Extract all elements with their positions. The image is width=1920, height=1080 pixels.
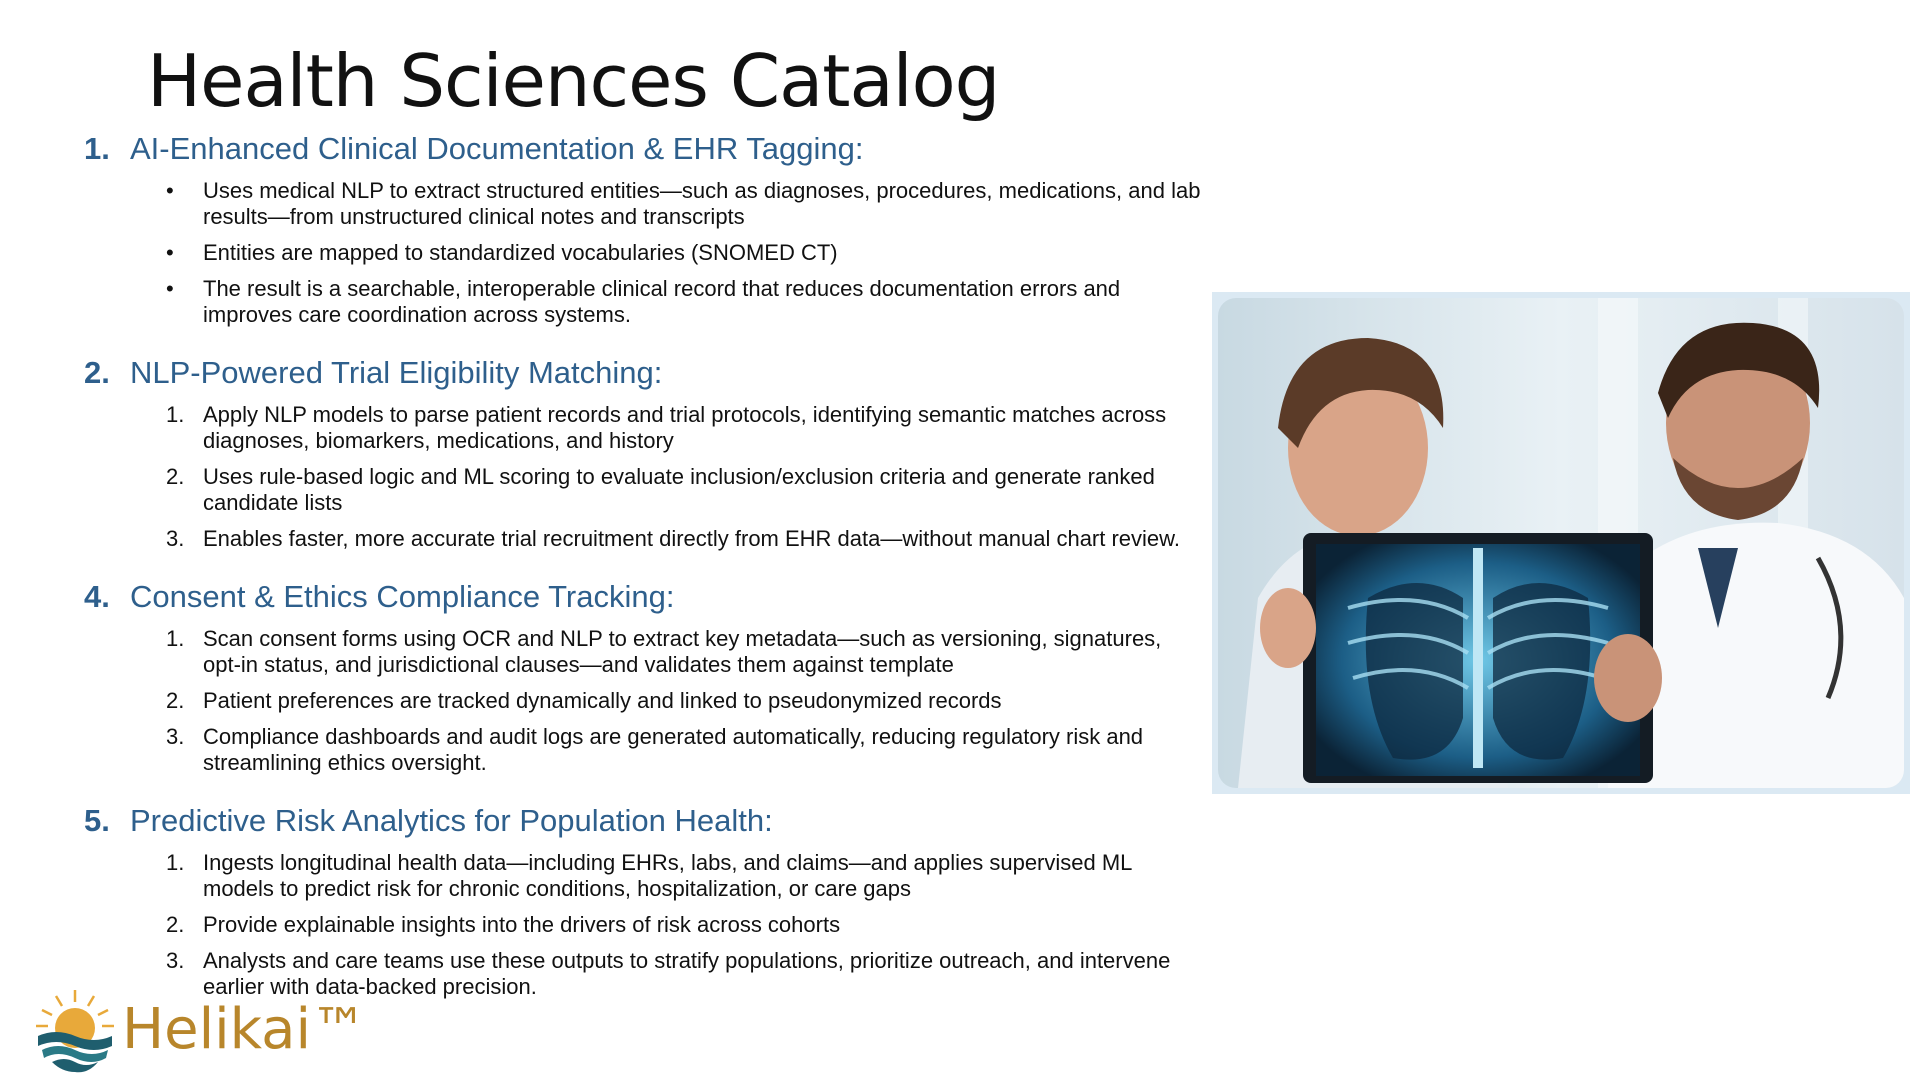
bullet-marker: • [166,240,174,265]
list-item-text: Provide explainable insights into the drivers of risk across cohorts [203,912,841,937]
number-marker: 3. [166,526,185,551]
catalog-content [84,130,1204,1026]
list-item [160,626,1204,678]
bullet-marker: • [166,276,174,301]
list-item [160,688,1204,714]
list-item [160,850,1204,902]
section-item-list [84,626,1204,776]
logo-text: Helikai™ [122,997,367,1062]
section-item-list [84,178,1204,328]
section-number: 1. [84,131,110,166]
list-item-text: Ingests longitudinal health data—including EHRs, labs, and claims—and applies supervised ML models to predict risk for chronic conditions, hospitalization, or care gaps [203,850,1132,901]
list-item [160,912,1204,938]
helikai-logo [34,986,367,1074]
xray-photo-frame [1212,292,1910,794]
list-item-text: Enables faster, more accurate trial recruitment directly from EHR data—without manual chart review. [203,526,1180,551]
list-item [160,526,1204,552]
list-item-text: Entities are mapped to standardized vocabularies (SNOMED CT) [203,240,838,265]
number-marker: 1. [166,850,185,875]
section-heading [84,802,1204,840]
list-item-text: The result is a searchable, interoperable clinical record that reduces documentation errors and improves care coordination across systems. [203,276,1121,327]
bullet-marker: • [166,178,174,203]
section-number: 2. [84,355,110,390]
section-heading [84,354,1204,392]
list-item-text: Apply NLP models to parse patient records and trial protocols, identifying semantic matches across diagnoses, biomarkers, medications, and history [203,402,1167,453]
number-marker: 2. [166,464,185,489]
section-title: Consent & Ethics Compliance Tracking: [130,579,675,614]
section [84,354,1204,552]
number-marker: 2. [166,912,185,937]
section-heading [84,578,1204,616]
list-item-text: Uses rule-based logic and ML scoring to evaluate inclusion/exclusion criteria and generate ranked candidate lists [203,464,1155,515]
section-item-list [84,402,1204,552]
number-marker: 3. [166,948,185,973]
list-item-text: Uses medical NLP to extract structured entities—such as diagnoses, procedures, medications, and lab results—from unstructured clinical notes and transcripts [203,178,1201,229]
section-number: 5. [84,803,110,838]
list-item-text: Patient preferences are tracked dynamically and linked to pseudonymized records [203,688,1002,713]
section-item-list [84,850,1204,1000]
list-item-text: Scan consent forms using OCR and NLP to extract key metadata—such as versioning, signatures, opt-in status, and jurisdictional clauses—and validates them against template [203,626,1162,677]
list-item-text: Compliance dashboards and audit logs are generated automatically, reducing regulatory risk and streamlining ethics oversight. [203,724,1144,775]
list-item-text: Analysts and care teams use these outputs to stratify populations, prioritize outreach, and intervene earlier with data-backed precision. [203,948,1171,999]
number-marker: 2. [166,688,185,713]
list-item [160,276,1204,328]
section-title: AI-Enhanced Clinical Documentation & EHR Tagging: [130,131,864,166]
list-item [160,178,1204,230]
doctors-reviewing-chest-xray-photo [1218,298,1904,788]
section [84,802,1204,1000]
section [84,578,1204,776]
list-item [160,240,1204,266]
section-title: Predictive Risk Analytics for Population Health: [130,803,773,838]
number-marker: 1. [166,626,185,651]
page-title: Health Sciences Catalog [147,39,1000,123]
sun-waves-logo-icon [34,986,116,1074]
section-title: NLP-Powered Trial Eligibility Matching: [130,355,663,390]
list-item [160,724,1204,776]
section-heading [84,130,1204,168]
section [84,130,1204,328]
number-marker: 1. [166,402,185,427]
list-item [160,464,1204,516]
list-item [160,402,1204,454]
number-marker: 3. [166,724,185,749]
section-number: 4. [84,579,110,614]
